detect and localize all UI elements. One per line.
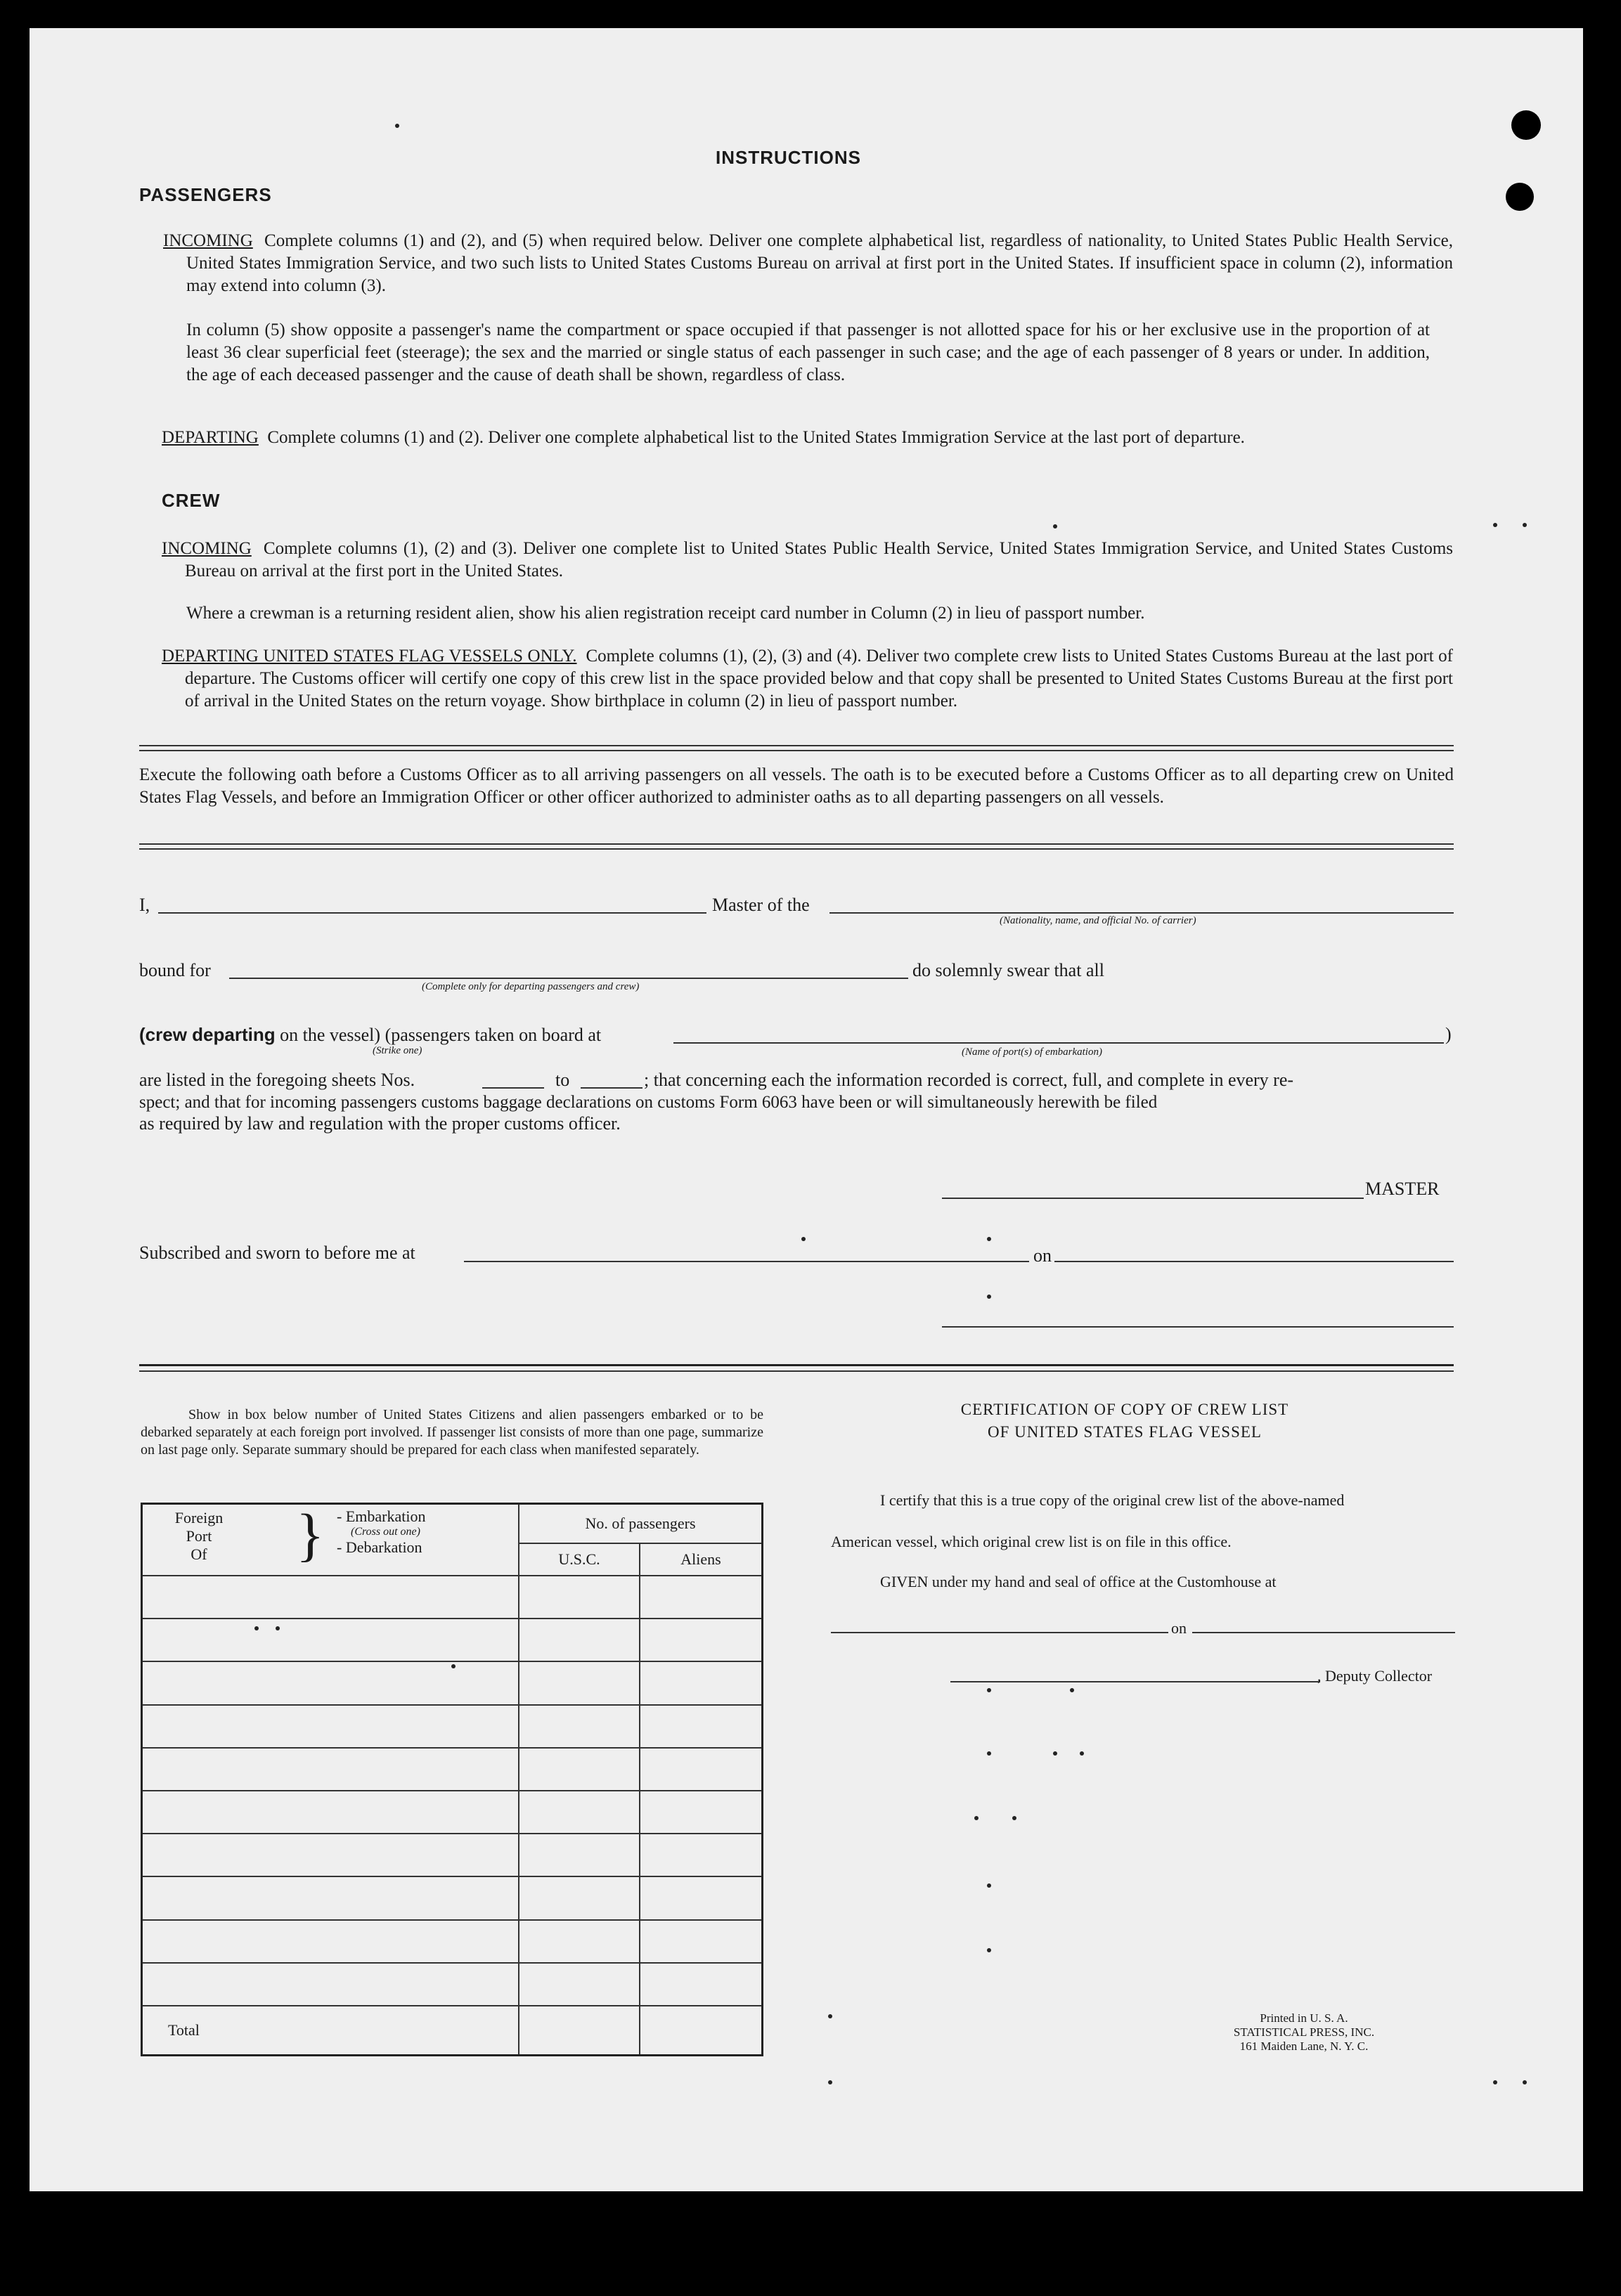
sheets-from-field[interactable]	[482, 1087, 544, 1089]
bound-for-caption: (Complete only for departing passengers and crew)	[422, 981, 640, 992]
aliens-cell[interactable]	[640, 1576, 763, 1619]
speck	[451, 1664, 456, 1668]
aliens-header: Aliens	[640, 1543, 763, 1576]
usc-cell[interactable]	[519, 1619, 640, 1661]
passengers-heading: PASSENGERS	[139, 184, 272, 205]
port-cell[interactable]	[142, 1876, 519, 1919]
port-label: Port	[186, 1527, 212, 1545]
total-usc-cell[interactable]	[519, 2006, 640, 2055]
usc-cell[interactable]	[519, 1661, 640, 1704]
usc-cell[interactable]	[519, 1791, 640, 1834]
close-paren: )	[1445, 1024, 1452, 1044]
port-cell[interactable]	[142, 1791, 519, 1834]
speck	[828, 2080, 832, 2084]
divider	[139, 750, 1454, 751]
divider	[139, 745, 1454, 746]
crew-departing-text: Complete columns (1), (2), (3) and (4). Deliver two complete crew lists to United States Customs Bureau at the last port of departure. The Customs officer will certify one copy of this crew list in the space provided below and that copy shall be presented to United States Customs Bureau at the first port of arrival in the United States on the return voyage. Show birthplace in column (2) in lieu of passport number.	[185, 647, 1454, 711]
deputy-collector-line[interactable]	[950, 1681, 1320, 1682]
passengers-departing-paragraph	[162, 427, 1453, 449]
sheets-to-label: to	[555, 1070, 570, 1090]
divider	[139, 1364, 1454, 1366]
carrier-caption: (Nationality, name, and official No. of carrier)	[1000, 915, 1196, 926]
passengers-incoming-paragraph	[163, 230, 1453, 297]
strike-one-caption: (Strike one)	[373, 1045, 422, 1056]
speck	[987, 1295, 991, 1299]
certification-title	[808, 1399, 1441, 1444]
sheets-suffix: ; that concerning each the information recorded is correct, full, and complete in every re-	[644, 1070, 1294, 1090]
total-label: Total	[168, 2021, 200, 2039]
divider	[139, 1370, 1454, 1372]
bound-for-field[interactable]	[229, 978, 908, 979]
officer-signature-line[interactable]	[942, 1326, 1454, 1328]
port-cell[interactable]	[142, 1748, 519, 1791]
crew-incoming-text: Complete columns (1), (2) and (3). Deliver one complete list to United States Public Health Service, United States Immigration Service, and United States Customs Bureau on arrival at the first port in the United States.	[185, 539, 1454, 581]
speck	[1070, 1688, 1074, 1692]
sheets-prefix: are listed in the foregoing sheets Nos.	[139, 1070, 415, 1090]
speck	[828, 2014, 832, 2018]
master-signature-line[interactable]	[942, 1198, 1364, 1199]
divider	[139, 843, 1454, 845]
speck	[987, 1688, 991, 1692]
speck	[801, 1237, 806, 1241]
aliens-cell[interactable]	[640, 1876, 763, 1919]
punch-hole-top	[1511, 110, 1541, 140]
embarkation-label: - Embarkation	[337, 1507, 426, 1525]
speck	[1493, 523, 1497, 527]
carrier-field[interactable]	[829, 912, 1454, 914]
american-vessel-text: American vessel, which original crew list is on file in this office.	[831, 1533, 1232, 1550]
oath-i-label: I,	[139, 895, 150, 915]
subscribed-on-label: on	[1033, 1245, 1052, 1266]
certification-on-label: on	[1171, 1619, 1187, 1637]
port-cell[interactable]	[142, 1576, 519, 1619]
certification-title-line2: OF UNITED STATES FLAG VESSEL	[988, 1423, 1262, 1441]
aliens-cell[interactable]	[640, 1963, 763, 2006]
instructions-title: INSTRUCTIONS	[716, 147, 861, 168]
passenger-summary-table	[141, 1503, 763, 2056]
total-row-label	[142, 2006, 519, 2055]
speck	[1053, 524, 1057, 528]
aliens-cell[interactable]	[640, 1834, 763, 1876]
required-text: as required by law and regulation with the proper customs officer.	[139, 1113, 621, 1134]
certification-title-line1: CERTIFICATION OF COPY OF CREW LIST	[960, 1401, 1289, 1418]
deputy-collector-label: , Deputy Collector	[1317, 1667, 1433, 1685]
speck	[987, 1751, 991, 1756]
subscribed-place-field[interactable]	[464, 1261, 1029, 1262]
on-the-vessel-text: on the vessel)	[280, 1025, 381, 1045]
aliens-cell[interactable]	[640, 1748, 763, 1791]
usc-cell[interactable]	[519, 1748, 640, 1791]
certification-date-field[interactable]	[1192, 1632, 1455, 1633]
speck	[395, 124, 399, 128]
no-passengers-header: No. of passengers	[519, 1504, 763, 1543]
crew-departing-bold: (crew departing	[139, 1024, 276, 1045]
printer-line1: Printed in U. S. A.	[1260, 2011, 1348, 2025]
aliens-cell[interactable]	[640, 1619, 763, 1661]
port-cell[interactable]	[142, 1834, 519, 1876]
punch-hole-bottom	[1506, 183, 1534, 211]
passengers-taken-text: (passengers taken on board at	[385, 1025, 602, 1045]
baggage-text: spect; and that for incoming passengers customs baggage declarations on customs Form 6063 have been or will simultaneously herewith be filed	[139, 1093, 1158, 1112]
usc-cell[interactable]	[519, 1876, 640, 1919]
speck	[987, 1883, 991, 1888]
speck	[1012, 1816, 1016, 1820]
printer-imprint	[1202, 2011, 1406, 2054]
crew-heading: CREW	[162, 490, 221, 511]
oath-instructions: Execute the following oath before a Customs Officer as to all arriving passengers on all vessels. The oath is to be executed before a Customs Officer as to all departing crew on United States Flag Vessels, and before an Immigration Officer or other officer authorized to administer oaths as to all departing passengers on all vessels.	[139, 765, 1454, 807]
printer-line3: 161 Maiden Lane, N. Y. C.	[1239, 2039, 1369, 2053]
aliens-cell[interactable]	[640, 1661, 763, 1704]
crew-incoming-label: INCOMING	[162, 539, 252, 558]
foreign-label: Foreign	[174, 1509, 224, 1526]
speck	[1053, 1751, 1057, 1756]
of-label: Of	[190, 1545, 207, 1563]
port-cell[interactable]	[142, 1705, 519, 1748]
usc-cell[interactable]	[519, 1963, 640, 2006]
embarkation-ports-field[interactable]	[673, 1042, 1444, 1044]
usc-cell[interactable]	[519, 1920, 640, 1963]
bound-for-label: bound for	[139, 960, 211, 980]
debarkation-label: - Debarkation	[337, 1538, 422, 1556]
speck	[1523, 2080, 1527, 2084]
crew-departing-label: DEPARTING UNITED STATES FLAG VESSELS ONLY.	[162, 647, 577, 666]
cross-out-label: (Cross out one)	[351, 1526, 420, 1538]
crew-departing-option	[139, 1024, 601, 1046]
speck	[276, 1626, 280, 1630]
speck	[974, 1816, 979, 1820]
aliens-cell[interactable]	[640, 1791, 763, 1834]
speck	[1080, 1751, 1084, 1756]
aliens-cell[interactable]	[640, 1705, 763, 1748]
usc-cell[interactable]	[519, 1576, 640, 1619]
usc-header: U.S.C.	[519, 1543, 640, 1576]
foreign-port-header	[142, 1504, 519, 1576]
crew-incoming-paragraph	[162, 538, 1453, 583]
passengers-incoming-text: Complete columns (1) and (2), and (5) when required below. Deliver one complete alphabetical list, regardless of nationality, to United States Public Health Service, United States Immigration Service, and two such lists to United States Customs Bureau on arrival at first port in the United States. If insufficient space in column (2), information may extend into column (3).	[186, 231, 1454, 295]
speck	[1523, 523, 1527, 527]
port-cell[interactable]	[142, 1963, 519, 2006]
passengers-column5-paragraph: In column (5) show opposite a passenger's name the compartment or space occupied if that passenger is not allotted space for his or her exclusive use in the proportion of at least 36 clear superficial feet (steerage); the sex and the married or single status of each passenger in such case; and the age of each passenger of 8 years or under. In addition, the age of each deceased passenger and the cause of death shall be shown, regardless of class.	[186, 320, 1430, 384]
passengers-departing-label: DEPARTING	[162, 428, 259, 447]
customhouse-field[interactable]	[831, 1632, 1168, 1633]
given-text: GIVEN under my hand and seal of office at the Customhouse at	[880, 1573, 1277, 1590]
port-cell[interactable]	[142, 1920, 519, 1963]
swear-text: do solemnly swear that all	[912, 960, 1104, 980]
brace: }	[296, 1503, 325, 1568]
speck	[1493, 2080, 1497, 2084]
crew-resident-paragraph: Where a crewman is a returning resident alien, show his alien registration receipt card number in Column (2) in lieu of passport number.	[186, 604, 1145, 623]
port-cell[interactable]	[142, 1661, 519, 1704]
total-aliens-cell[interactable]	[640, 2006, 763, 2055]
divider	[139, 848, 1454, 850]
sheets-to-field[interactable]	[581, 1087, 642, 1089]
aliens-cell[interactable]	[640, 1920, 763, 1963]
crew-departing-paragraph	[162, 645, 1453, 713]
usc-cell[interactable]	[519, 1834, 640, 1876]
master-label: MASTER	[1365, 1179, 1440, 1199]
speck	[987, 1237, 991, 1241]
port-cell[interactable]	[142, 1619, 519, 1661]
master-of-the-label: Master of the	[712, 895, 810, 915]
speck	[987, 1948, 991, 1952]
ports-caption: (Name of port(s) of embarkation)	[962, 1046, 1102, 1058]
passengers-departing-text: Complete columns (1) and (2). Deliver one complete alphabetical list to the United States Immigration Service at the last port of departure.	[267, 428, 1245, 447]
certify-text: I certify that this is a true copy of the original crew list of the above-named	[880, 1491, 1345, 1509]
summary-instructions: Show in box below number of United States Citizens and alien passengers embarked or to be debarked separately at each foreign port involved. If passenger list consists of more than one page, summarize on last page only. Separate summary should be prepared for each class when manifested separately.	[141, 1407, 763, 1458]
passengers-incoming-label: INCOMING	[163, 231, 253, 250]
printer-line2: STATISTICAL PRESS, INC.	[1233, 2025, 1375, 2039]
subscribed-date-field[interactable]	[1054, 1261, 1454, 1262]
speck	[254, 1626, 259, 1630]
master-name-field[interactable]	[158, 912, 706, 914]
subscribed-label: Subscribed and sworn to before me at	[139, 1243, 415, 1263]
usc-cell[interactable]	[519, 1705, 640, 1748]
